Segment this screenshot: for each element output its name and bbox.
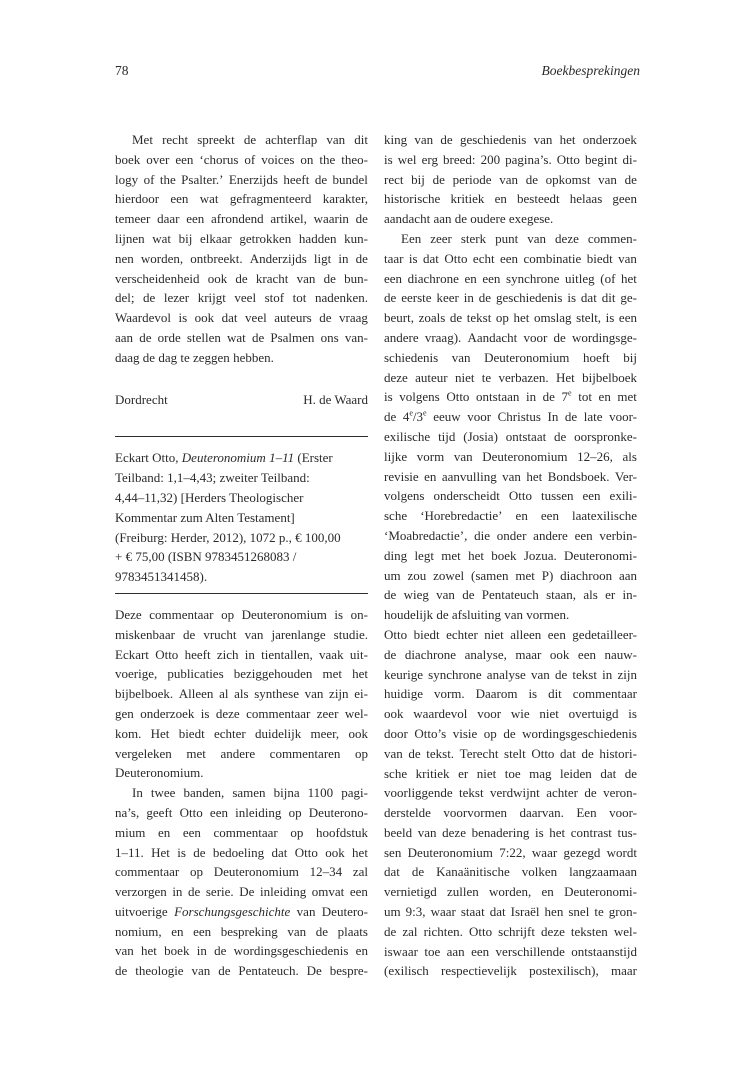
text-line: volgens onderscheidt Otto tussen een exili-	[384, 488, 637, 504]
text-line: historische kritiek en besteedt helaas geen	[384, 191, 637, 207]
bibliography-entry	[115, 448, 368, 587]
text-line: ook waardevol voor wie niet overtuigd is	[384, 706, 637, 722]
text-line: huidige vorm. Daarom is dit commentaar	[384, 686, 637, 702]
text-line: houdelijk de afsluiting van vormen.	[384, 607, 570, 623]
column-left	[115, 130, 368, 981]
text-line: hierdoor een wat gefragmenteerd karakter,	[115, 191, 368, 207]
text-line: sche ‘Horebredactie’ en een laatexilische	[384, 508, 637, 524]
text-line: door Otto’s visie op de wordingsgeschiedenis	[384, 725, 637, 741]
text-line: miskenbaar de vrucht van jarenlange studie.	[115, 626, 368, 642]
text-line: een diachrone en een synchrone uitleg (of het	[384, 270, 637, 286]
text-line: sen Deuteronomium 7:22, waar gezegd wordt	[384, 844, 637, 860]
text-line: king van de geschiedenis van het onderzoek	[384, 132, 637, 147]
text-line: nomium, en een bespreking van de plaats	[115, 923, 368, 939]
page-header	[115, 62, 640, 80]
text-line: aan de orde stellen wat de Psalmen ons van-	[115, 329, 368, 345]
page-number: 78	[115, 63, 129, 78]
text-line: schiedenis van Deuteronomium hoeft bij	[384, 349, 637, 365]
text-line: vernietigd zullen worden, en Deuteronomi-	[384, 884, 637, 900]
text-line: iswaar toe aan een verschillende ontstaanstijd	[384, 943, 637, 959]
text-line: is wel erg breed: 200 pagina’s. Otto begint di-	[384, 151, 637, 167]
text-line: Otto biedt echter niet alleen een gedetailleer-	[384, 626, 637, 642]
text-line: sche kritiek er niet toe mag leiden dat de	[384, 765, 637, 781]
text-line: logy of the Psalter.’ Enerzijds heeft de bundel	[115, 171, 368, 187]
text-line: revisie en aanvulling van het Bondsboek. Ver-	[384, 468, 637, 484]
text-line: de wieg van de Pentateuch staan, als er in-	[384, 587, 637, 603]
text-line: 4,44–11,32) [Herders Theologischer	[115, 489, 304, 505]
signature-author: H. de Waard	[303, 391, 368, 407]
text-line: na’s, geeft Otto een inleiding op Deuterono-	[115, 804, 368, 820]
text-line: 9783451341458).	[115, 569, 208, 585]
text-line: beeld van deze benadering is het contrast tus-	[384, 824, 637, 840]
text-line: verscheidenheid ook de kracht van de bun-	[115, 270, 368, 286]
text-line: mium en een commentaar op hoofdstuk	[115, 824, 368, 840]
text-line: voerige, publicaties beziggehouden met het	[115, 666, 368, 682]
divider-rule	[115, 436, 368, 437]
paragraph	[115, 130, 368, 368]
paragraph	[384, 229, 637, 625]
text-line: kom. Het biedt echter duidelijk meer, ook	[115, 725, 368, 741]
text-line: beurt, zoals de tekst op het omslag stelt, is een	[384, 310, 637, 326]
text-line: andere vraag). Aandacht voor de wordingsge-	[384, 329, 637, 345]
text-line: vergeleken met andere commentaren op	[115, 745, 368, 761]
paragraph	[115, 605, 368, 783]
text-line: boek over een ‘chorus of voices on the theo-	[115, 151, 368, 167]
text-line: aandacht aan de oudere exegese.	[384, 211, 554, 227]
text-line: Eckart Otto, Deuteronomium 1–11 (Erster	[115, 450, 333, 466]
text-line: voorliggende tekst verdwijnt achter de veron-	[384, 785, 637, 801]
text-line: lijnen wat bij elkaar getrokken hadden kun-	[115, 230, 368, 246]
text-line: uitvoerige Forschungsgeschichte van Deutero-	[115, 903, 368, 919]
text-line: (exilisch respectievelijk postexilisch), maar	[384, 963, 637, 979]
text-line: 1–11. Het is de bedoeling dat Otto ook het	[115, 844, 368, 860]
text-line: Met recht spreekt de achterflap van dit	[132, 132, 368, 147]
text-line: rect bij de periode van de opkomst van de	[384, 171, 637, 187]
paragraph	[115, 783, 368, 981]
text-line: (Freiburg: Herder, 2012), 1072 p., € 100,00	[115, 529, 341, 545]
text-line: Teilband: 1,1–4,43; zweiter Teilband:	[115, 470, 310, 486]
text-line: de diachrone analyse, maar ook een nauw-	[384, 646, 637, 662]
text-line: keurige synchrone analyse van de tekst in zijn	[384, 666, 637, 682]
text-line: nen worden, ontbreekt. Anderzijds ligt in de	[115, 250, 368, 266]
text-line: ‘Moabredactie’, die onder andere een verbin-	[384, 527, 637, 543]
text-line: de zal richten. Otto schrijft deze teksten wel-	[384, 923, 637, 939]
text-line: Een zeer sterk punt van deze commen-	[401, 230, 637, 246]
text-line: de theologie van de Pentateuch. De bespre-	[115, 963, 368, 979]
text-line: bijbelboek. Alleen al als synthese van zijn ei-	[115, 686, 368, 702]
text-line: In twee banden, samen bijna 1100 pagi-	[132, 785, 368, 801]
text-line: Deze commentaar op Deuteronomium is on-	[115, 606, 368, 622]
text-line: de eerste keer in de geschiedenis is dat dit ge-	[384, 290, 637, 306]
text-line: dat de Kanaänitische volken langzaamaan	[384, 864, 637, 880]
text-line: van het boek in de wordingsgeschiedenis en	[115, 943, 368, 959]
paragraph	[384, 130, 637, 229]
text-line: is volgens Otto ontstaan in de 7e tot en met	[384, 389, 637, 405]
text-line: gen onderzoek is deze commentaar zeer wel-	[115, 705, 368, 721]
text-line: Eckart Otto heeft zich in tientallen, vaak uit-	[115, 646, 368, 662]
column-right	[384, 130, 637, 981]
text-line: derstelde voorvormen daarvan. Een voor-	[384, 805, 637, 821]
text-line: ding legt met het boek Jozua. Deuteronomi-	[384, 547, 637, 563]
text-line: daag de dag te zeggen hebben.	[115, 349, 274, 365]
text-line: lijke vorm van Deuteronomium 12–26, als	[384, 448, 637, 464]
text-line: commentaar op Deuteronomium 12–34 zal	[115, 864, 368, 880]
text-line: deze auteur niet te verbazen. Het bijbelboek	[384, 369, 637, 385]
text-line: + € 75,00 (ISBN 9783451268083 /	[115, 549, 297, 565]
text-line: temeer daar een afrondend artikel, waarin de	[115, 211, 368, 227]
text-line: Waardevol is ook dat veel auteurs de vraag	[115, 310, 368, 326]
text-line: um zou zowel (samen met P) diachroon aan	[384, 567, 637, 583]
text-line: taar is dat Otto echt een combinatie biedt van	[384, 250, 637, 266]
text-line: de 4e/3e eeuw voor Christus In de late voor-	[384, 408, 637, 425]
text-line: exilische tijd (Josia) ontstaat de oorspronke-	[384, 428, 637, 444]
paragraph	[384, 625, 637, 981]
text-line: van de tekst. Terecht stelt Otto dat de histori-	[384, 745, 637, 761]
text-line: Kommentar zum Alten Testament]	[115, 509, 295, 525]
text-line: um 9:3, waar staat dat Israël hen snel te gron-	[384, 904, 637, 920]
divider-rule	[115, 593, 368, 594]
signature-place: Dordrecht	[115, 391, 168, 407]
text-line: del; de lezer krijgt veel stof tot nadenken.	[115, 290, 368, 306]
text-line: Deuteronomium.	[115, 765, 204, 781]
text-line: verzorgen in de serie. De inleiding omvat een	[115, 884, 368, 900]
signature-line	[115, 390, 368, 410]
running-title: Boekbesprekingen	[541, 63, 640, 78]
